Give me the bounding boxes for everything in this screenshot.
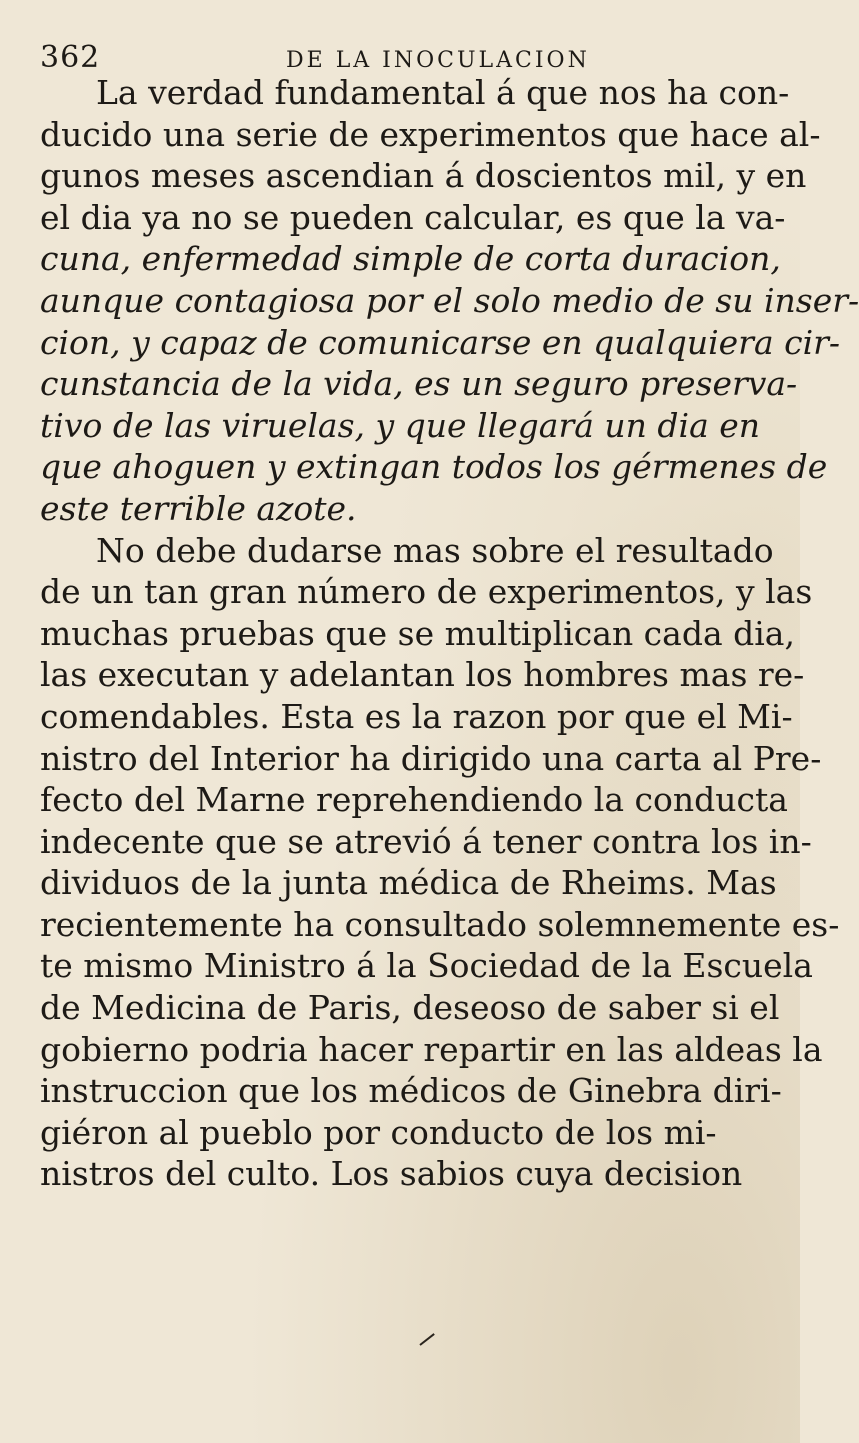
body-text — [40, 72, 859, 1195]
ink-mark-icon — [419, 1333, 434, 1346]
text-line: giéron al pueblo por conducto de los mi- — [40, 1112, 717, 1152]
text-line: las executan y adelantan los hombres mas re- — [40, 655, 805, 695]
text-line: recientemente ha consultado solemnemente es- — [40, 904, 840, 944]
page-number: 362 — [40, 40, 101, 75]
text-line: nistros del culto. Los sabios cuya decision — [40, 1154, 743, 1194]
text-line: indecente que se atrevió á tener contra los in- — [40, 821, 812, 861]
text-line: ducido una serie de experimentos que hace al- — [40, 114, 821, 154]
text-line: te mismo Ministro á la Sociedad de la Escuela — [40, 946, 813, 986]
text-line: gunos meses ascendian á doscientos mil, y en — [40, 156, 807, 196]
text-line: nistro del Interior ha dirigido una carta al Pre- — [40, 738, 822, 778]
text-line: de un tan gran número de experimentos, y las — [40, 572, 813, 612]
text-line: La verdad fundamental á que nos ha con- — [96, 73, 790, 112]
text-line: tivo de las viruelas, y que llegará un dia en — [40, 405, 761, 445]
text-line: este terrible azote. — [40, 488, 357, 528]
running-title: DE LA INOCULACION — [286, 48, 590, 73]
text-line: de Medicina de Paris, deseoso de saber si el — [40, 988, 780, 1028]
text-line: comendables. Esta es la razon por que el Mi- — [40, 696, 793, 736]
text-line: dividuos de la junta médica de Rheims. Mas — [40, 863, 777, 903]
text-line: el dia ya no se pueden calcular, es que la va- — [40, 197, 786, 237]
text-line: aunque contagiosa por el solo medio de su inser- — [40, 280, 859, 320]
text-line: cunstancia de la vida, es un seguro preserva- — [40, 364, 798, 404]
text-line: muchas pruebas que se multiplican cada dia, — [40, 613, 795, 653]
text-line: No debe dudarse mas sobre el resultado — [96, 530, 774, 570]
text-line: que ahoguen y extingan todos los gérmenes de — [40, 447, 828, 487]
text-line: instruccion que los médicos de Ginebra diri- — [40, 1071, 782, 1111]
text-line: gobierno podria hacer repartir en las aldeas la — [40, 1029, 823, 1069]
printer-mark — [420, 1340, 460, 1364]
text-line: fecto del Marne reprehendiendo la conducta — [40, 780, 788, 820]
text-line: cuna, enfermedad simple de corta duracion, — [40, 239, 781, 279]
text-line: cion, y capaz de comunicarse en qualquiera cir- — [40, 322, 841, 362]
